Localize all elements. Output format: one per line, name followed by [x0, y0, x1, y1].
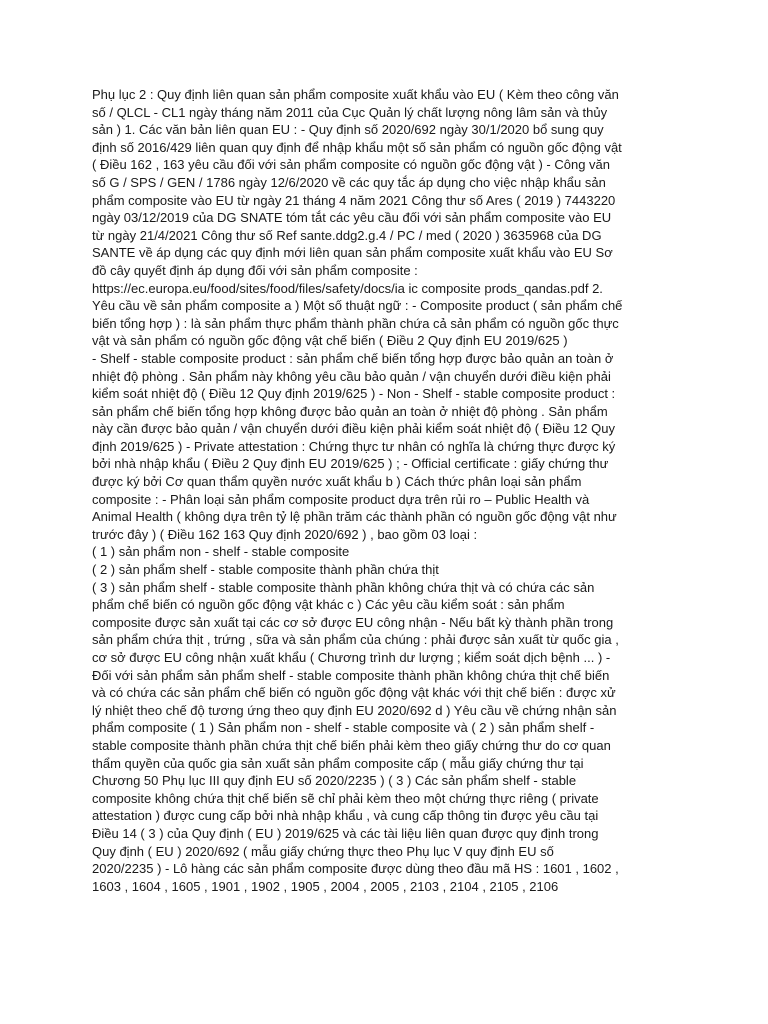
document-text-line: định số 2016/429 liên quan quy định để nhập khẩu một số sản phẩm có nguồn gốc động vật	[92, 139, 622, 155]
document-text-line: này cần được bảo quản / vận chuyển dưới điều kiện phải kiểm soát nhiệt độ ( Điều 12 Quy	[92, 421, 615, 437]
document-text-line: phẩm composite vào EU từ ngày 21 tháng 4 năm 2021 Công thư số Ares ( 2019 ) 7443220	[92, 192, 616, 208]
document-text-line: ngày 03/12/2019 của DG SNATE tóm tắt các yêu cầu đối với sản phẩm composite vào EU	[92, 210, 612, 226]
document-text-line: composite : - Phân loại sản phẩm composite product dựa trên rủi ro – Public Health và	[92, 491, 590, 507]
document-text-line: ( 1 ) sản phẩm non - shelf - stable composite	[92, 544, 350, 560]
document-text-line: sản ) 1. Các văn bản liên quan EU : - Quy định số 2020/692 ngày 30/1/2020 bổ sung quy	[92, 122, 604, 138]
document-text-line: Quy định ( EU ) 2020/692 ( mẫu giấy chứng thực theo Phụ lục V quy định EU số	[92, 843, 554, 859]
document-text-line: số G / SPS / GEN / 1786 ngày 12/6/2020 về các quy tắc áp dụng cho việc nhập khẩu sản	[92, 174, 606, 190]
document-text-line: Yêu cầu về sản phẩm composite a ) Một số thuật ngữ : - Composite product ( sản phẩm chế	[92, 298, 623, 314]
document-text-line: 2020/2235 ) - Lô hàng các sản phẩm composite được dùng theo đầu mã HS : 1601 , 1602 ,	[92, 861, 619, 877]
document-text-line: ( 3 ) sản phẩm shelf - stable composite thành phần không chứa thịt và có chứa các sản	[92, 579, 595, 595]
document-text-line: ( Điều 162 , 163 yêu cầu đối với sản phẩm composite có nguồn gốc động vật ) - Công văn	[92, 157, 611, 173]
document-text-line: biến tổng hợp ) : là sản phẩm thực phẩm thành phần chứa cả sản phẩm có nguồn gốc thực	[92, 315, 619, 331]
document-text-line: thẩm quyền của quốc gia sản xuất sản phẩm composite cấp ( mẫu giấy chứng thư tại	[92, 755, 584, 771]
document-text-line: phẩm composite ( 1 ) Sản phẩm non - shelf - stable composite và ( 2 ) sản phẩm shelf -	[92, 720, 595, 736]
document-text-line: và có chứa các sản phẩm chế biến có nguồn gốc động vật khác với thịt chế biến : được xử	[92, 685, 616, 701]
document-text-line: 1603 , 1604 , 1605 , 1901 , 1902 , 1905 , 2004 , 2005 , 2103 , 2104 , 2105 , 2106	[92, 878, 559, 894]
document-text-line: - Shelf - stable composite product : sản phẩm chế biến tổng hợp được bảo quản an toàn ở	[92, 350, 614, 366]
document-text-line: trước đây ) ( Điều 162 163 Quy định 2020/692 ) , bao gồm 03 loại :	[92, 526, 478, 542]
document-text-line: phẩm chế biến có nguồn gốc động vật khác c ) Các yêu cầu kiểm soát : sản phẩm	[92, 597, 565, 613]
document-text-line: Đối với sản phẩm sản phẩm shelf - stable composite thành phần không chứa thịt chế biến	[92, 667, 610, 683]
document-text-line: được ký bởi Cơ quan thẩm quyền nước xuất khẩu b ) Cách thức phân loại sản phẩm	[92, 474, 582, 490]
document-text-line: vật và sản phẩm có nguồn gốc động vật chế biến ( Điều 2 Quy định EU 2019/625 )	[92, 333, 568, 349]
document-text-line: Animal Health ( không dựa trên tỷ lệ phần trăm các thành phần có nguồn gốc động vật như	[92, 509, 617, 525]
document-text-line: sản phẩm chứa thịt , trứng , sữa và sản phẩm của chúng : phải được sản xuất từ quốc gia ,	[92, 632, 619, 648]
document-text-line: định 2019/625 ) - Private attestation : Chứng thực tư nhân có nghĩa là chứng thực được ký	[92, 438, 616, 454]
document-text-line: sản phẩm chế biến tổng hợp không được bảo quản an toàn ở nhiệt độ phòng . Sản phẩm	[92, 403, 608, 419]
document-text-line: ( 2 ) sản phẩm shelf - stable composite thành phần chứa thịt	[92, 562, 439, 578]
document-text-line: https://ec.europa.eu/food/sites/food/files/safety/docs/ia ic composite prods_qandas.pdf 2.	[92, 280, 603, 296]
document-text-line: lý nhiệt theo chế độ tương ứng theo quy định EU 2020/692 d ) Yêu cầu về chứng nhận sản	[92, 702, 617, 718]
document-text-line: kiểm soát nhiệt độ ( Điều 12 Quy định 2019/625 ) - Non - Shelf - stable composite product :	[92, 386, 616, 402]
document-text-line: nhiệt độ phòng . Sản phẩm này không yêu cầu bảo quản / vận chuyển dưới điều kiện phải	[92, 368, 611, 384]
document-text-line: composite được sản xuất tại các cơ sở được EU công nhận - Nếu bất kỳ thành phần trong	[92, 614, 614, 630]
document-text-line: Phụ lục 2 : Quy định liên quan sản phẩm composite xuất khẩu vào EU ( Kèm theo công văn	[92, 87, 619, 102]
document-text-line: composite không chứa thịt chế biến sẽ chỉ phải kèm theo một chứng thực riêng ( private	[92, 790, 599, 806]
document-text-line: Điều 14 ( 3 ) của Quy định ( EU ) 2019/625 và các tài liệu liên quan được quy định trong	[92, 825, 599, 841]
document-text-line: attestation ) được cung cấp bởi nhà nhập khẩu , và cung cấp thông tin được yêu cầu tại	[92, 808, 599, 824]
document-page	[92, 86, 676, 895]
document-text-line: bởi nhà nhập khẩu ( Điều 2 Quy định EU 2019/625 ) ; - Official certificate : giấy chứng thư	[92, 456, 609, 472]
document-text-line: SANTE về áp dụng các quy định mới liên quan sản phẩm composite xuất khẩu vào EU Sơ	[92, 245, 613, 261]
document-text-line: cơ sở được EU công nhận xuất khẩu ( Chương trình dư lượng ; kiểm soát dịch bệnh ... ) -	[92, 650, 611, 665]
document-text-line: stable composite thành phần chứa thịt chế biến phải kèm theo giấy chứng thư do cơ quan	[92, 737, 611, 753]
document-text-line: từ ngày 21/4/2021 Công thư số Ref sante.ddg2.g.4 / PC / med ( 2020 ) 3635968 của DG	[92, 227, 602, 243]
document-text-line: đồ cây quyết định áp dụng đối với sản phẩm composite :	[92, 262, 418, 278]
document-text-line: Chương 50 Phụ lục III quy định EU số 2020/2235 ) ( 3 ) Các sản phẩm shelf - stable	[92, 773, 577, 789]
document-text-line: số / QLCL - CL1 ngày tháng năm 2011 của Cục Quản lý chất lượng nông lâm sản và thủy	[92, 104, 608, 120]
